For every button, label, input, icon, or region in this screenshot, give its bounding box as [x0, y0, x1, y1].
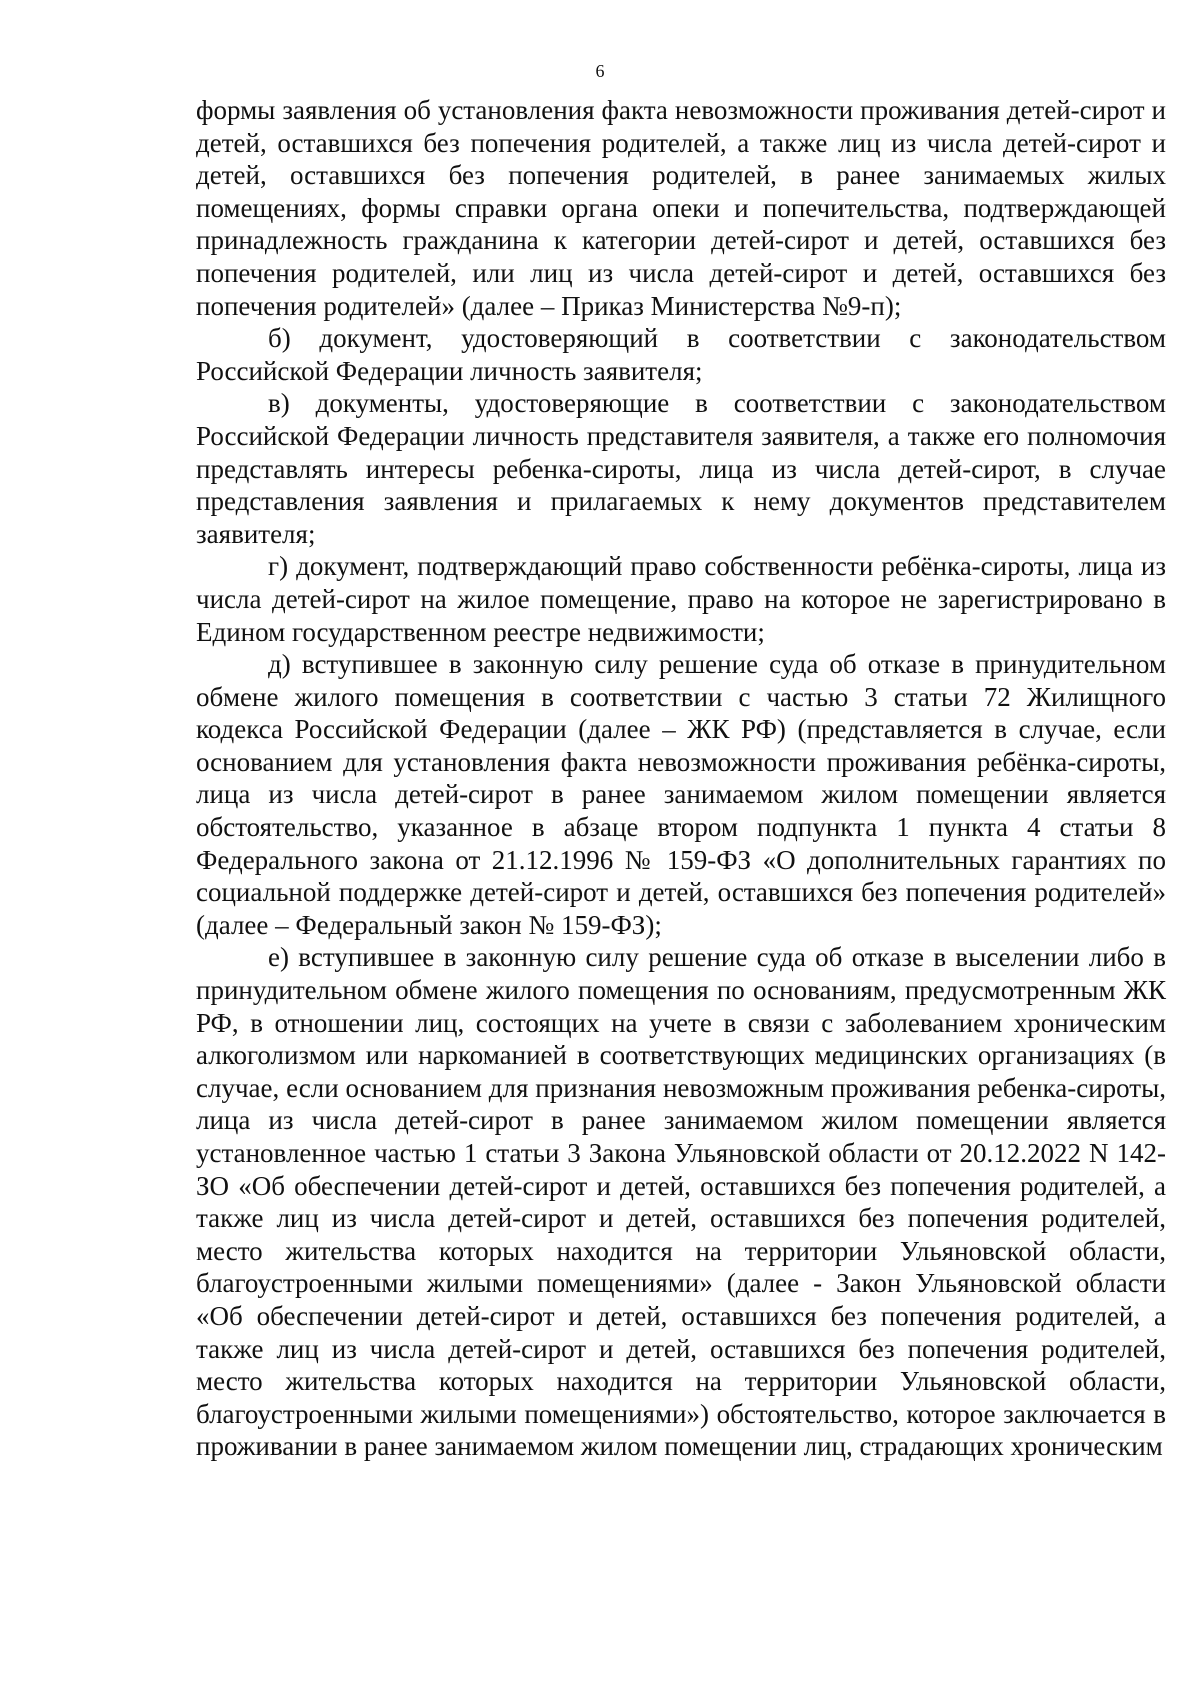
document-body	[196, 94, 1166, 1463]
paragraph-continuation: формы заявления об установления факта невозможности проживания детей-сирот и детей, оставшихся без попечения родителей, а также лиц из числа детей-сирот и детей, оставшихся без попечения родителей, в ранее занимаемых жилых помещениях, формы справки органа опеки и попечительства, подтверждающей принадлежность гражданина к категории детей-сирот и детей, оставшихся без попечения родителей, или лиц из числа детей-сирот и детей, оставшихся без попечения родителей» (далее – Приказ Министерства №9-п);	[196, 95, 1166, 321]
paragraph-item-d: д) вступившее в законную силу решение суда об отказе в принудительном обмене жилого помещения в соответствии с частью 3 статьи 72 Жилищного кодекса Российской Федерации (далее – ЖК РФ) (представляется в случае, если основанием для установления факта невозможности проживания ребёнка-сироты, лица из числа детей-сирот в ранее занимаемом жилом помещении является обстоятельство, указанное в абзаце втором подпункта 1 пункта 4 статьи 8 Федерального закона от 21.12.1996 № 159-ФЗ «О дополнительных гарантиях по социальной поддержке детей-сирот и детей, оставшихся без попечения родителей» (далее – Федеральный закон № 159-ФЗ);	[196, 649, 1166, 940]
paragraph-item-g: г) документ, подтверждающий право собственности ребёнка-сироты, лица из числа детей-сирот на жилое помещение, право на которое не зарегистрировано в Едином государственном реестре недвижимости;	[196, 551, 1166, 647]
paragraph-item-v: в) документы, удостоверяющие в соответствии с законодательством Российской Федерации личность представителя заявителя, а также его полномочия представлять интересы ребенка-сироты, лица из числа детей-сирот, в случае представления заявления и прилагаемых к нему документов представителем заявителя;	[196, 388, 1166, 549]
page-number: 6	[595, 61, 605, 81]
paragraph-item-b: б) документ, удостоверяющий в соответствии с законодательством Российской Федерации личность заявителя;	[196, 323, 1166, 386]
paragraph-item-e: е) вступившее в законную силу решение суда об отказе в выселении либо в принудительном обмене жилого помещения по основаниям, предусмотренным ЖК РФ, в отношении лиц, состоящих на учете в связи с заболеванием хроническим алкоголизмом или наркоманией в соответствующих медицинских организациях (в случае, если основанием для признания невозможным проживания ребенка-сироты, лица из числа детей-сирот в ранее занимаемом жилом помещении является установленное частью 1 статьи 3 Закона Ульяновской области от 20.12.2022 N 142-ЗО «Об обеспечении детей-сирот и детей, оставшихся без попечения родителей, а также лиц из числа детей-сирот и детей, оставшихся без попечения родителей, место жительства которых находится на территории Ульяновской области, благоустроенными жилыми помещениями» (далее - Закон Ульяновской области «Об обеспечении детей-сирот и детей, оставшихся без попечения родителей, а также лиц из числа детей-сирот и детей, оставшихся без попечения родителей, место жительства которых находится на территории Ульяновской области, благоустроенными жилыми помещениями») обстоятельство, которое заключается в проживании в ранее занимаемом жилом помещении лиц, страдающих хроническим	[196, 942, 1166, 1462]
